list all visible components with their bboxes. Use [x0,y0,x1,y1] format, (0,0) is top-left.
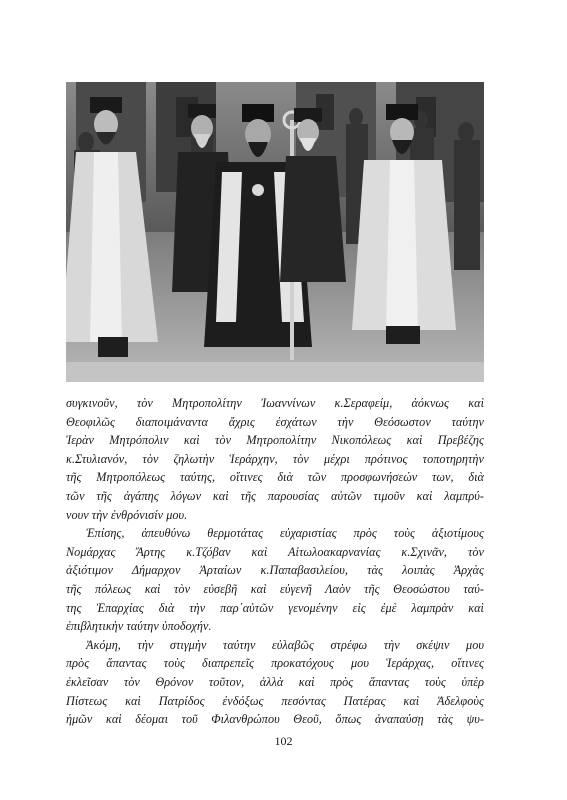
paragraph-2 [66,524,484,636]
text-line: Ἐπίσης, ἀπευθύνω θερμοτάτας εὐχαριστίας πρὸς τοὺς ἀξιοτίμους [86,526,484,541]
procession-photograph-icon [66,82,484,382]
text-line: συγκινοῦν, τὸν Μητροπολίτην Ἰωαννίνων κ.Σεραφείμ, ἀόκνως καὶ [66,396,484,410]
paragraph-3 [66,636,484,729]
text-line: ἐπιβλητικὴν ταύτην ὑποδοχήν. [66,619,212,634]
text-line: τῆς πόλεως καὶ τὸν εὐσεβῆ καὶ εὐγενῆ Λαὸν τῆς Θεοσώστου ταύ- [66,581,484,596]
text-line: τῆς Μητροπόλεως ταύτης, οἵτινες διὰ τῶν προσφωνήσεών των, διὰ [66,470,484,485]
page-number: 102 [274,734,293,748]
text-line: της Ἐπαρχίας διὰ τὴν παρ᾽αὐτῶν γενομένην εἰς ἐμὲ λαμπρὰν καὶ [66,600,484,615]
text-line: πρὸς ἅπαντας τοὺς διαπρεπεῖς προκατόχους μου Ἱεράρχας, οἵτινες [66,656,484,671]
paragraph-1 [66,394,484,524]
text-line: ἐκλεῖσαν τὸν Θρόνον τοῦτον, ἀλλὰ καὶ πρὸς ἅπαντας τοὺς ὑπὲρ [66,674,484,689]
text-line: Νομάρχας Ἄρτης κ.Τζόβαν καὶ Αἰτωλοακαρνανίας κ.Σχινᾶν, τὸν [66,544,484,559]
text-line: τῶν τῆς ἀγάπης λόγων καὶ τῆς παρουσίας αὐτῶν τιμοῦν καὶ λαμπρύ- [66,488,484,503]
body-text [66,394,484,729]
text-line: Ἀκόμη, τὴν στιγμὴν ταύτην εὐλαβῶς στρέφω τὴν σκέψιν μου [86,637,484,652]
text-line: Πίστεως καὶ Πατρίδος ἐνδόξως πεσόντας Πατέρας καὶ Ἀδελφοὺς [66,693,484,708]
text-line: Θεοφιλῶς διαποιμάναντα ἄχρις ἐσχάτων τὴν Θεόσωστον ταύτην [66,414,484,429]
text-line: ἀξιότιμον Δήμαρχον Ἀρταίων κ.Παπαβασιλείου, τὰς λοιπὰς Ἀρχὰς [66,563,484,578]
text-line: Ἱερὰν Μητρόπολιν καὶ τὸν Μητροπολίτην Νικοπόλεως καὶ Πρεβέζης [66,433,484,448]
text-line: νουν τὴν ἐνθρόνισίν μου. [66,507,188,522]
procession-photograph [66,82,484,382]
text-line: κ.Στυλιανόν, τὸν ζηλωτὴν Ἱεράρχην, τὸν μέχρι πρότινος τοποτηρητὴν [66,451,484,466]
text-line: ἡμῶν καὶ δέομαι τοῦ Φιλανθρώπου Θεοῦ, ὅπως ἀναπαύσῃ τὰς ψυ- [66,712,484,727]
